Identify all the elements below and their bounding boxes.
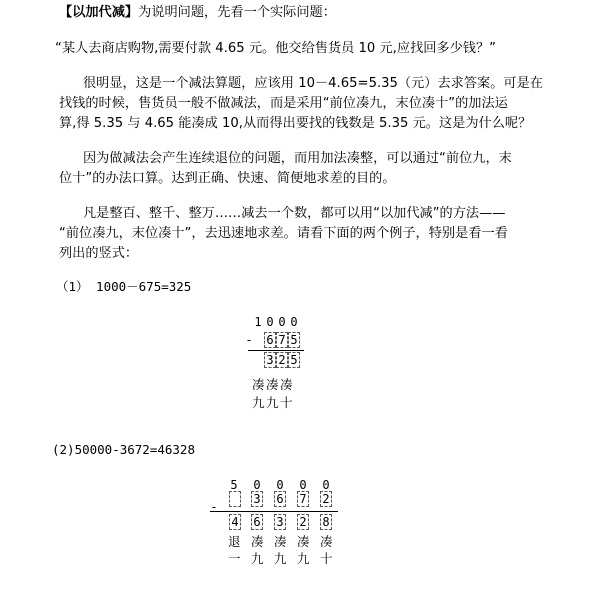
example2-tag-top: 退 [228,534,241,549]
example2-tag-top: 凑 [274,534,287,549]
example1-tag-bottom: 九 [266,395,279,410]
example2-minuend-digit: 0 [299,478,307,492]
example2-subtrahend-box-empty [229,491,241,507]
example1-tag-bottom: 九 [252,395,265,410]
paragraph-line: 列出的竖式： [59,246,139,261]
example1-tag-top: 凑 [252,377,265,392]
example2-minuend-digit: 0 [253,478,261,492]
example2-result-digit: 2 [299,515,307,529]
example2-subtrahend-digit: 3 [253,492,261,506]
example1-tag-top: 凑 [266,377,279,392]
paragraph-line: 找钱的时候，售货员一般不做减法，而是采用“前位凑九，末位凑十”的加法运 [59,96,508,111]
example2-tag-bottom: 九 [251,551,264,566]
example2-tag-top: 凑 [297,534,310,549]
example2-tag-bottom: 九 [297,551,310,566]
example2-result-digit: 4 [231,515,239,529]
example1-minuend-digit: 0 [290,315,298,329]
example1-result-rule [248,350,304,351]
paragraph-line: 算,得 5.35 与 4.65 能凑成 10,从而得出要找的钱数是 5.35 元。这是为什么呢？ [59,116,532,131]
example1-label: （1） 1000－675=325 [56,279,192,294]
example2-minuend-digit: 0 [322,478,330,492]
example2-tag-bottom: 九 [274,551,287,566]
example1-result-digit: 3 [266,353,274,367]
intro-line [59,3,336,23]
intro-lead: 为说明问题，先看一个实际问题： [138,5,336,20]
example1-minuend-digit: 0 [278,315,286,329]
example2-tag-bottom: 一 [228,551,241,566]
paragraph-line: 位十”的办法口算。达到正确、快速、简便地求差的目的。 [59,171,396,186]
example2-minuend-digit: 0 [276,478,284,492]
example2-result-digit: 8 [322,515,330,529]
example2-subtrahend-digit: 6 [276,492,284,506]
paragraph-line: 凡是整百、整千、整万……减去一个数，都可以用“以加代减”的方法—— [83,206,506,221]
example1-minuend-digit: 0 [266,315,274,329]
example1-result-digit: 5 [290,353,298,367]
example1-minuend-digit: 1 [254,315,262,329]
example1-subtrahend-digit: 6 [266,333,274,347]
paragraph-line: “前位凑九，末位凑十”，去迅速地求差。请看下面的两个例子，特别是看一看 [59,226,508,241]
example2-result-rule [210,511,338,512]
example2-minuend-digit: 5 [230,478,238,492]
example2-subtrahend-digit: 2 [322,492,330,506]
example1-subtrahend-digit: 7 [278,333,286,347]
example2-subtrahend-digit: 7 [299,492,307,506]
example2-minus-sign: - [210,500,218,514]
example2-tag-top: 凑 [251,534,264,549]
paragraph-line: 很明显，这是一个减法算题，应该用 10－4.65=5.35（元）去求答案。可是在 [83,76,543,91]
paragraph-line: 因为做减法会产生连续退位的问题，而用加法凑整，可以通过“前位九，末 [83,151,512,166]
example1-result-digit: 2 [278,353,286,367]
example2-tag-top: 凑 [320,534,333,549]
paragraph-question: “某人去商店购物,需要付款 4.65 元。他交给售货员 10 元,应找回多少钱？” [55,41,497,56]
example2-result-digit: 6 [253,515,261,529]
example1-minus-sign: - [245,333,253,347]
example2-result-digit: 3 [276,515,284,529]
example1-tag-bottom: 十 [280,395,293,410]
example2-label: (2)50000-3672=46328 [52,442,195,457]
intro-heading: 【以加代减】 [59,5,139,20]
example2-tag-bottom: 十 [320,551,333,566]
example1-subtrahend-digit: 5 [290,333,298,347]
example1-tag-top: 凑 [280,377,293,392]
